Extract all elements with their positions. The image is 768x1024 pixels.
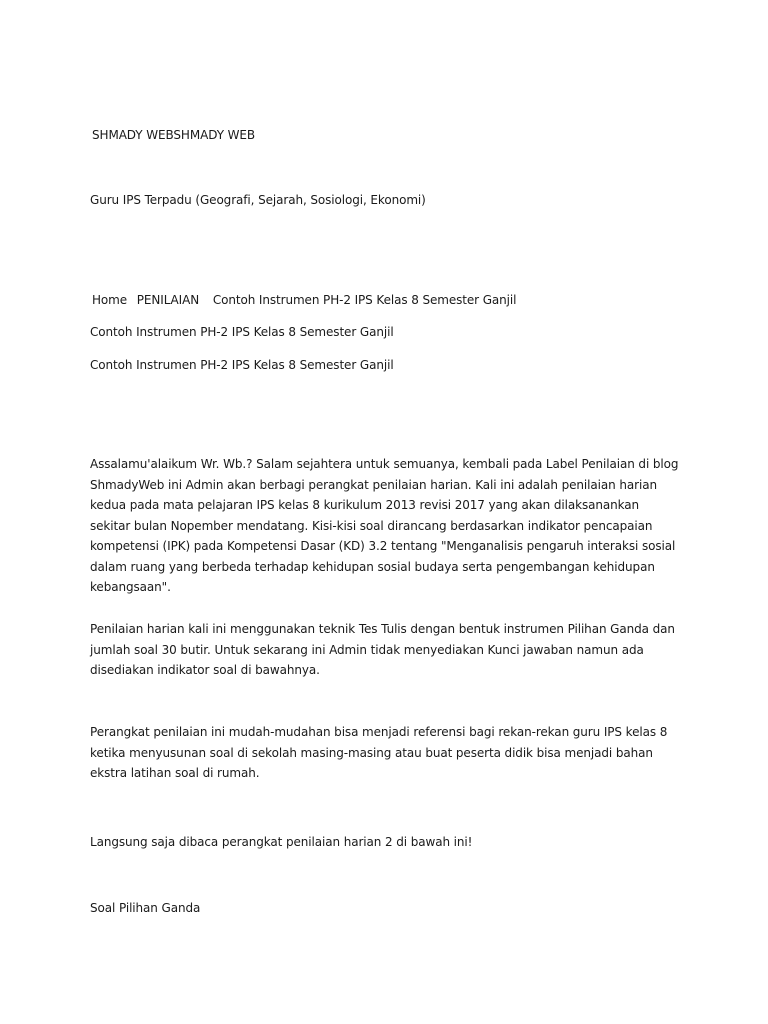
breadcrumb-category-link[interactable]: PENILAIAN bbox=[136, 293, 200, 307]
post-subtitle: Contoh Instrumen PH-2 IPS Kelas 8 Semester Ganjil bbox=[90, 358, 394, 372]
site-title[interactable]: SHMADY WEBSHMADY WEB bbox=[92, 128, 256, 142]
site-tagline: Guru IPS Terpadu (Geografi, Sejarah, Sosiologi, Ekonomi) bbox=[90, 193, 426, 207]
post-paragraph: Perangkat penilaian ini mudah-mudahan bisa menjadi referensi bagi rekan-rekan guru IPS kelas 8 ketika menyusunan soal di sekolah masing-masing atau buat peserta didik bisa menjadi bahan ekstra latihan soal di rumah. bbox=[90, 725, 668, 780]
post-paragraph: Langsung saja dibaca perangkat penilaian harian 2 di bawah ini! bbox=[90, 835, 473, 849]
breadcrumb bbox=[92, 293, 516, 308]
post-title: Contoh Instrumen PH-2 IPS Kelas 8 Semester Ganjil bbox=[90, 325, 394, 339]
breadcrumb-current: Contoh Instrumen PH-2 IPS Kelas 8 Semester Ganjil bbox=[212, 293, 517, 307]
breadcrumb-home-link[interactable]: Home bbox=[92, 293, 128, 307]
post-paragraph: Penilaian harian kali ini menggunakan teknik Tes Tulis dengan bentuk instrumen Pilihan Ganda dan jumlah soal 30 butir. Untuk sekarang ini Admin tidak menyediakan Kunci jawaban namun ada disediakan indikator soal di bawahnya. bbox=[90, 622, 675, 677]
section-heading: Soal Pilihan Ganda bbox=[90, 901, 201, 915]
post-paragraph: Assalamu'alaikum Wr. Wb.? Salam sejahtera untuk semuanya, kembali pada Label Penilaian di blog ShmadyWeb ini Admin akan berbagi perangkat penilaian harian. Kali ini adalah penilaian harian kedua pada mata pelajaran IPS kelas 8 kurikulum 2013 revisi 2017 yang akan dilaksanankan sekitar bulan Nopember mendatang. Kisi-kisi soal dirancang berdasarkan indikator pencapaian kompetensi (IPK) pada Kompetensi Dasar (KD) 3.2 tentang "Menganalisis pengaruh interaksi sosial dalam ruang yang berbeda terhadap kehidupan sosial budaya serta pengembangan kehidupan kebangsaan". bbox=[90, 457, 679, 594]
